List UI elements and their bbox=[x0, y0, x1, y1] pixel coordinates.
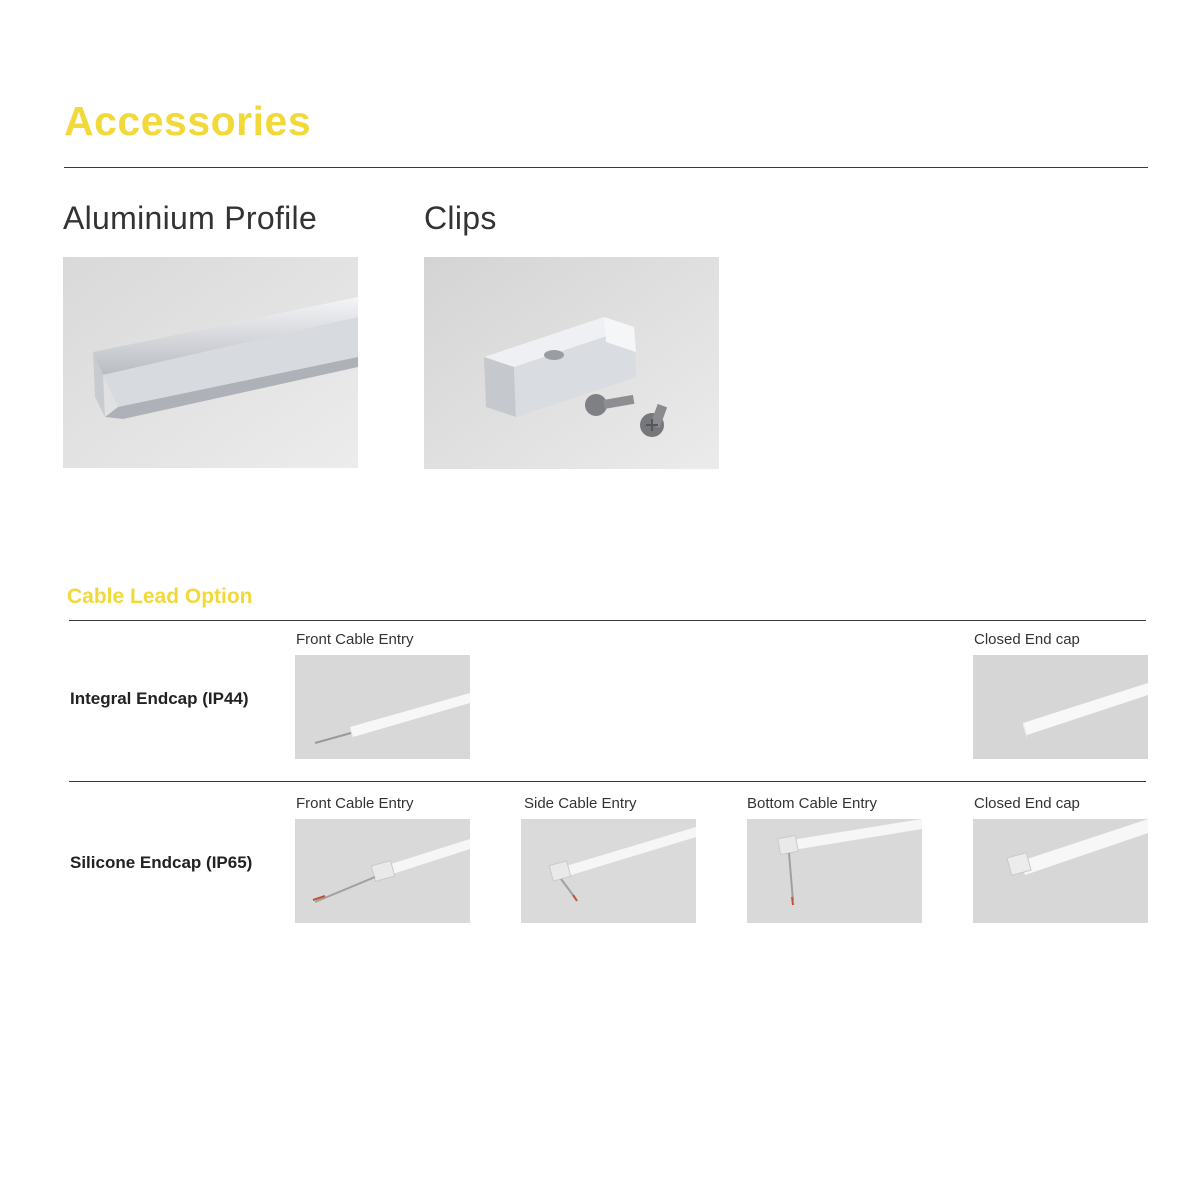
row-label-integral-endcap: Integral Endcap (IP44) bbox=[70, 689, 249, 708]
option-label-bottom-cable-entry: Bottom Cable Entry bbox=[747, 795, 878, 812]
closed-end-cap-silicone-photo bbox=[973, 819, 1148, 923]
closed-end-cap-photo bbox=[973, 655, 1148, 759]
front-cable-entry-silicone-photo bbox=[295, 819, 470, 923]
section-title-cable-lead: Cable Lead Option bbox=[67, 585, 253, 608]
clip-with-screws-photo bbox=[424, 257, 719, 469]
divider bbox=[69, 620, 1146, 621]
row-label-silicone-endcap: Silicone Endcap (IP65) bbox=[70, 853, 253, 872]
front-cable-entry-photo bbox=[295, 655, 470, 759]
option-label-closed-end-cap: Closed End cap bbox=[974, 795, 1080, 812]
bottom-cable-entry-photo bbox=[747, 819, 922, 923]
divider bbox=[64, 167, 1148, 168]
accessory-label-clips: Clips bbox=[424, 200, 497, 236]
accessory-label-aluminium-profile: Aluminium Profile bbox=[63, 200, 318, 236]
divider bbox=[69, 781, 1146, 782]
section-title-accessories: Accessories bbox=[64, 98, 312, 144]
option-label-front-cable-entry: Front Cable Entry bbox=[296, 631, 414, 648]
option-label-closed-end-cap: Closed End cap bbox=[974, 631, 1080, 648]
option-label-front-cable-entry: Front Cable Entry bbox=[296, 795, 414, 812]
side-cable-entry-photo bbox=[521, 819, 696, 923]
option-label-side-cable-entry: Side Cable Entry bbox=[524, 795, 637, 812]
aluminium-profile-photo bbox=[63, 257, 358, 468]
